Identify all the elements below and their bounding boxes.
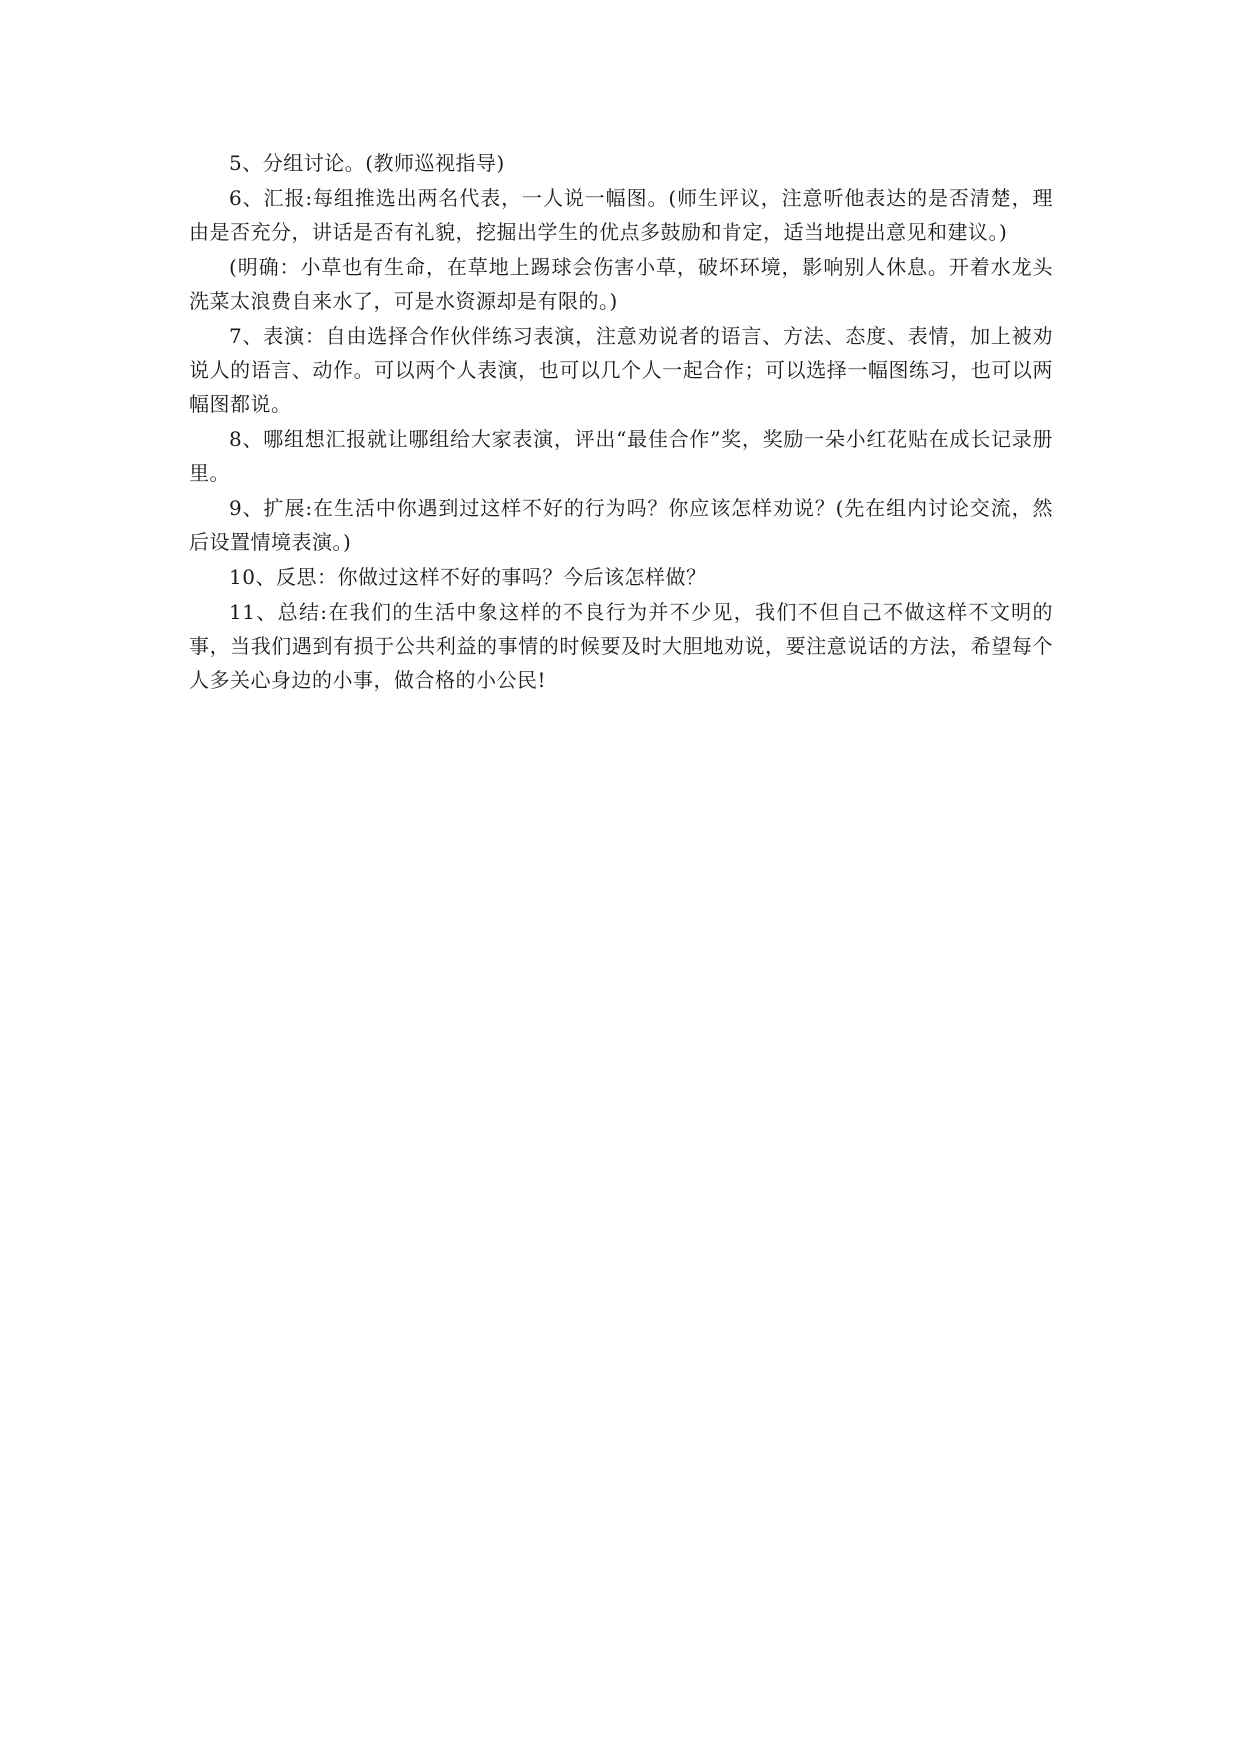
paragraph-step-6: 6、汇报:每组推选出两名代表，一人说一幅图。(师生评议，注意听他表达的是否清楚，理由是否充分，讲话是否有礼貌，挖掘出学生的优点多鼓励和肯定，适当地提出意见和建议。) bbox=[189, 186, 1053, 244]
paragraph-step-11: 11、总结:在我们的生活中象这样的不良行为并不少见，我们不但自己不做这样不文明的事，当我们遇到有损于公共利益的事情的时候要及时大胆地劝说，要注意说话的方法，希望每个人多关心身边的小事，做合格的小公民! bbox=[189, 600, 1053, 692]
document-page bbox=[189, 146, 1053, 698]
paragraph-clarification: (明确：小草也有生命，在草地上踢球会伤害小草，破坏环境，影响别人休息。开着水龙头洗菜太浪费自来水了，可是水资源却是有限的。) bbox=[189, 255, 1053, 313]
paragraph-step-9: 9、扩展:在生活中你遇到过这样不好的行为吗？你应该怎样劝说？(先在组内讨论交流，然后设置情境表演。) bbox=[189, 496, 1053, 554]
paragraph-step-7: 7、表演：自由选择合作伙伴练习表演，注意劝说者的语言、方法、态度、表情，加上被劝说人的语言、动作。可以两个人表演，也可以几个人一起合作；可以选择一幅图练习，也可以两幅图都说。 bbox=[189, 324, 1053, 416]
paragraph-step-8: 8、哪组想汇报就让哪组给大家表演，评出“最佳合作”奖，奖励一朵小红花贴在成长记录册里。 bbox=[189, 427, 1053, 485]
paragraph-step-5: 5、分组讨论。(教师巡视指导) bbox=[229, 151, 505, 175]
paragraph-step-10: 10、反思：你做过这样不好的事吗？今后该怎样做？ bbox=[229, 565, 707, 589]
